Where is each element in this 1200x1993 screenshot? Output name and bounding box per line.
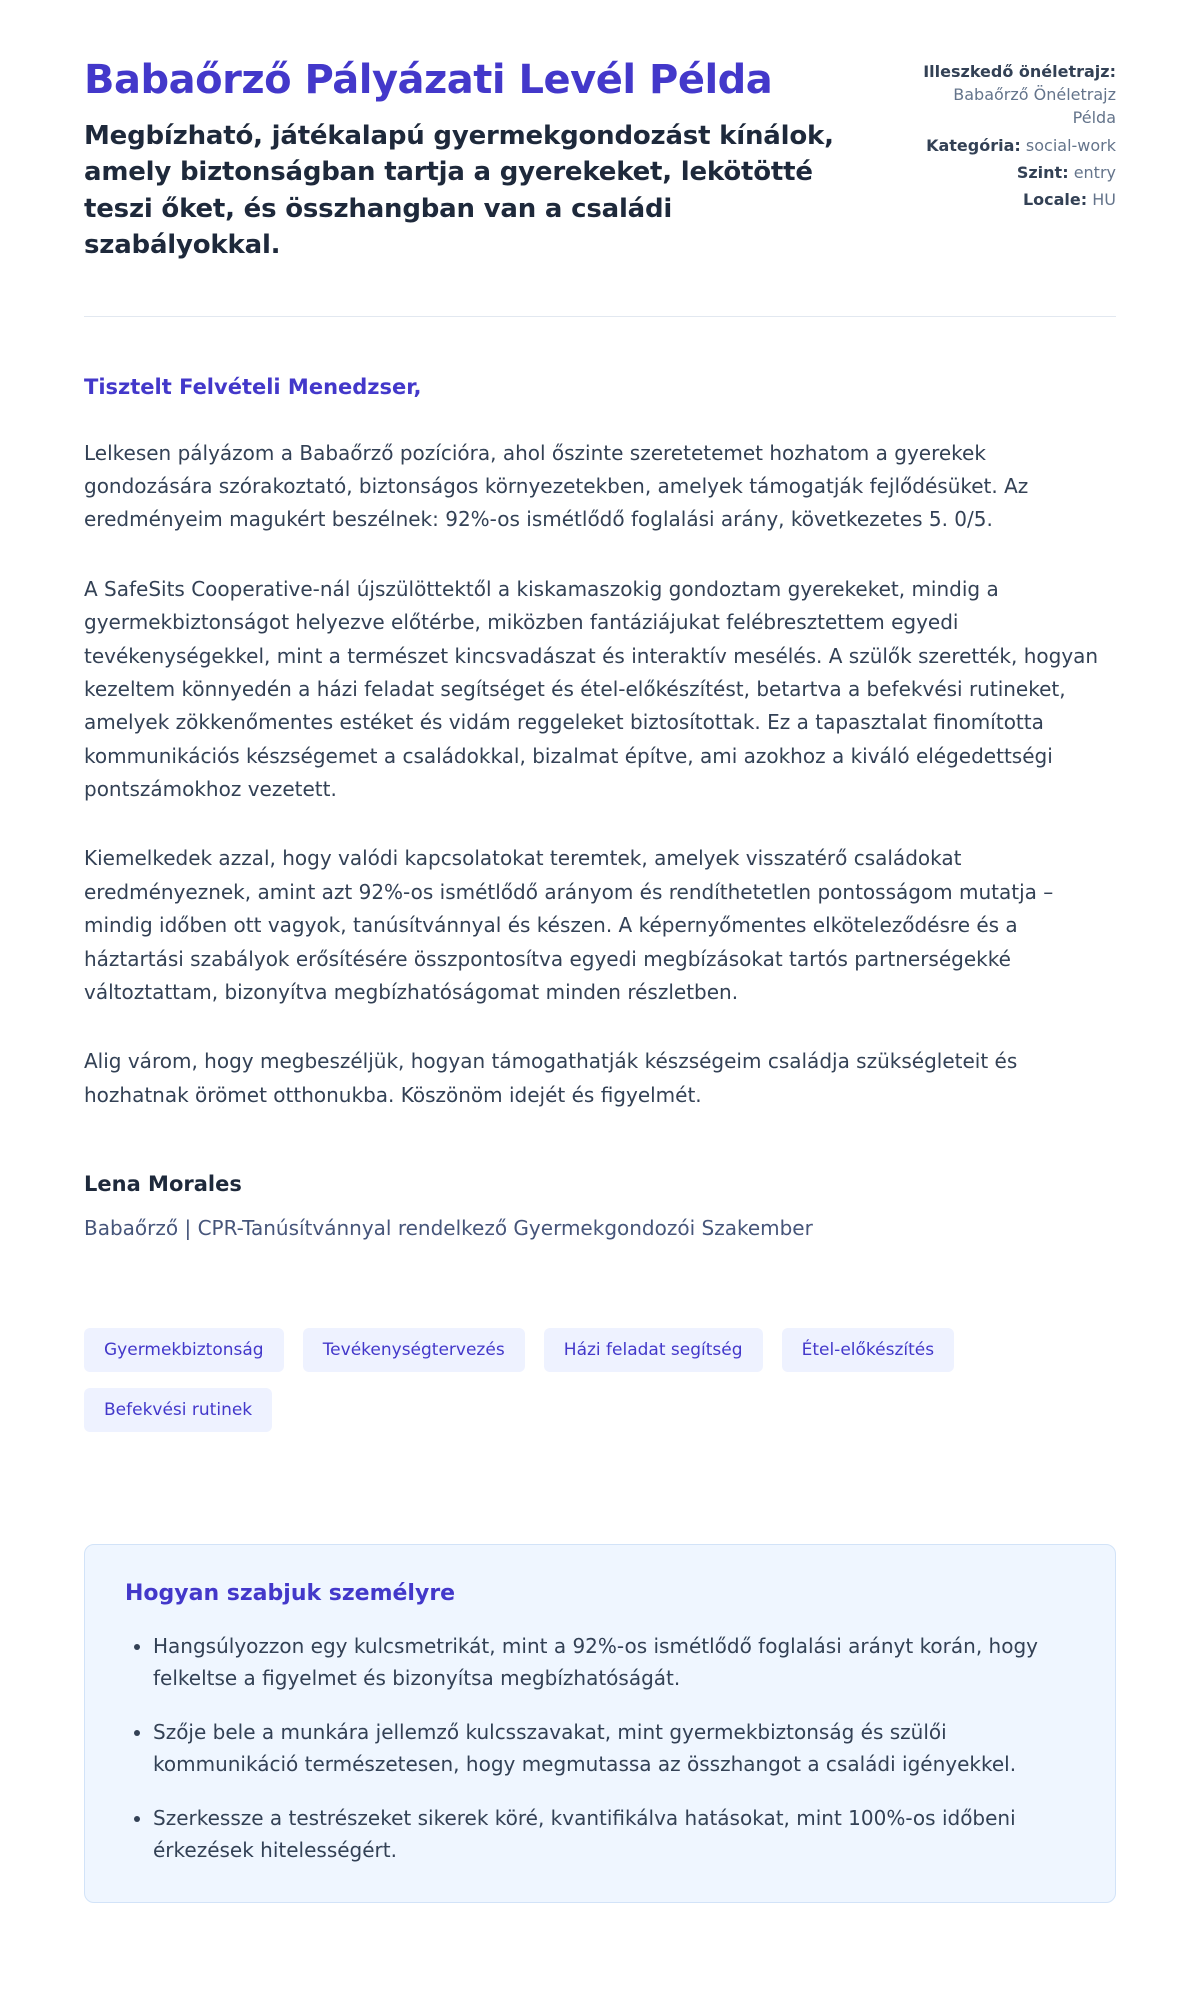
customization-tips-box bbox=[84, 1544, 1116, 1903]
letter-paragraph: Alig várom, hogy megbeszéljük, hogyan támogathatják készségeim családja szükségleteit és hozhatnak örömet otthonukba. Köszönöm idejét és figyelmét. bbox=[84, 1049, 1018, 1107]
meta-item-level bbox=[916, 161, 1116, 184]
letter-greeting: Tisztelt Felvételi Menedzser, bbox=[84, 374, 422, 399]
header bbox=[84, 56, 1116, 264]
page-subtitle: Megbízható, játékalapú gyermekgondozást kínálok, amely biztonságban tartja a gyerekeket, lekötötté teszi őket, és összhangban van a családi szabályokkal. bbox=[84, 121, 834, 261]
skill-tag: Étel-előkészítés bbox=[782, 1328, 955, 1372]
meta-label: Illeszkedő önéletrajz: bbox=[923, 62, 1116, 81]
meta-item-matching-resume bbox=[916, 60, 1116, 130]
skill-tag: Házi feladat segítség bbox=[544, 1328, 763, 1372]
page-title: Babaőrző Pályázati Levél Példa bbox=[84, 57, 773, 103]
meta-item-category bbox=[916, 134, 1116, 157]
meta-panel bbox=[916, 56, 1116, 215]
skill-tags bbox=[84, 1328, 1116, 1448]
letter-paragraph: Kiemelkedek azzal, hogy valódi kapcsolatokat teremtek, amelyek visszatérő családokat eredményeznek, amint azt 92%-os ismétlődő arányom és rendíthetetlen pontosságom mutatja – mindig időben ott vagyok, tanúsítvánnyal és készen. A képernyőmentes elköteleződésre és a háztartási szabályok erősítésére összpontosítva egyedi megbízásokat tartós partnerségekké változtattam, bizonyítva megbízhatóságomat minden részletben. bbox=[84, 846, 1054, 1005]
signature-title: Babaőrző | CPR-Tanúsítvánnyal rendelkező Gyermekgondozói Szakember bbox=[84, 1216, 813, 1241]
meta-label: Kategória: bbox=[926, 135, 1021, 155]
divider bbox=[84, 316, 1116, 317]
meta-value: HU bbox=[1092, 189, 1116, 209]
skill-tag: Gyermekbiztonság bbox=[84, 1328, 284, 1372]
letter-body bbox=[84, 375, 1116, 1241]
letter-paragraph: A SafeSits Cooperative-nál újszülöttektől a kiskamaszokig gondoztam gyerekeket, mindig a gyermekbiztonságot helyezve előtérbe, miközben fantáziájukat felébresztettem egyedi tevékenységekkel, mint a természet kincsvadászat és interaktív mesélés. A szülők szerették, hogyan kezeltem könnyedén a házi feladat segítséget és étel-előkészítést, betartva a befekvési rutineket, amelyek zökkenőmentes estéket és vidám reggeleket biztosítottak. Ez a tapasztalat finomította kommunikációs készségemet a családokkal, bizalmat építve, ami azokhoz a kiváló elégedettségi pontszámokhoz vezetett. bbox=[84, 576, 1099, 802]
meta-value: entry bbox=[1073, 162, 1116, 182]
letter-paragraph: Lelkesen pályázom a Babaőrző pozícióra, ahol őszinte szeretetemet hozhatom a gyerekek gondozására szórakoztató, biztonságos környezetekben, amelyek támogatják fejlődésüket. Az eredményeim magukért beszélnek: 92%-os ismétlődő foglalási arány, következetes 5. 0/5. bbox=[84, 440, 1029, 532]
header-left bbox=[84, 56, 876, 264]
skill-tag: Befekvési rutinek bbox=[84, 1388, 272, 1432]
tip-item: • Hangsúlyozzon egy kulcsmetrikát, mint a 92%-os ismétlődő foglalási arányt korán, hogy felkeltse a figyelmet és bizonyítsa megbízhatóságát. bbox=[153, 1630, 1075, 1694]
meta-item-locale bbox=[916, 188, 1116, 211]
meta-label: Locale: bbox=[1022, 189, 1088, 209]
tips-list bbox=[125, 1630, 1075, 1866]
signature-name: Lena Morales bbox=[84, 1172, 242, 1197]
tip-item: • Szője bele a munkára jellemző kulcsszavakat, mint gyermekbiztonság és szülői kommunikáció természetesen, hogy megmutassa az összhangot a családi igényekkel. bbox=[153, 1716, 1075, 1780]
skill-tag: Tevékenységtervezés bbox=[303, 1328, 525, 1372]
meta-label: Szint: bbox=[1016, 162, 1069, 182]
tip-item: • Szerkessze a testrészeket sikerek köré, kvantifikálva hatásokat, mint 100%-os időbeni érkezések hitelességért. bbox=[153, 1802, 1075, 1866]
meta-value: Babaőrző Önéletrajz Példa bbox=[953, 85, 1116, 128]
meta-value: social-work bbox=[1025, 135, 1116, 155]
tips-title: Hogyan szabjuk személyre bbox=[125, 1581, 456, 1607]
